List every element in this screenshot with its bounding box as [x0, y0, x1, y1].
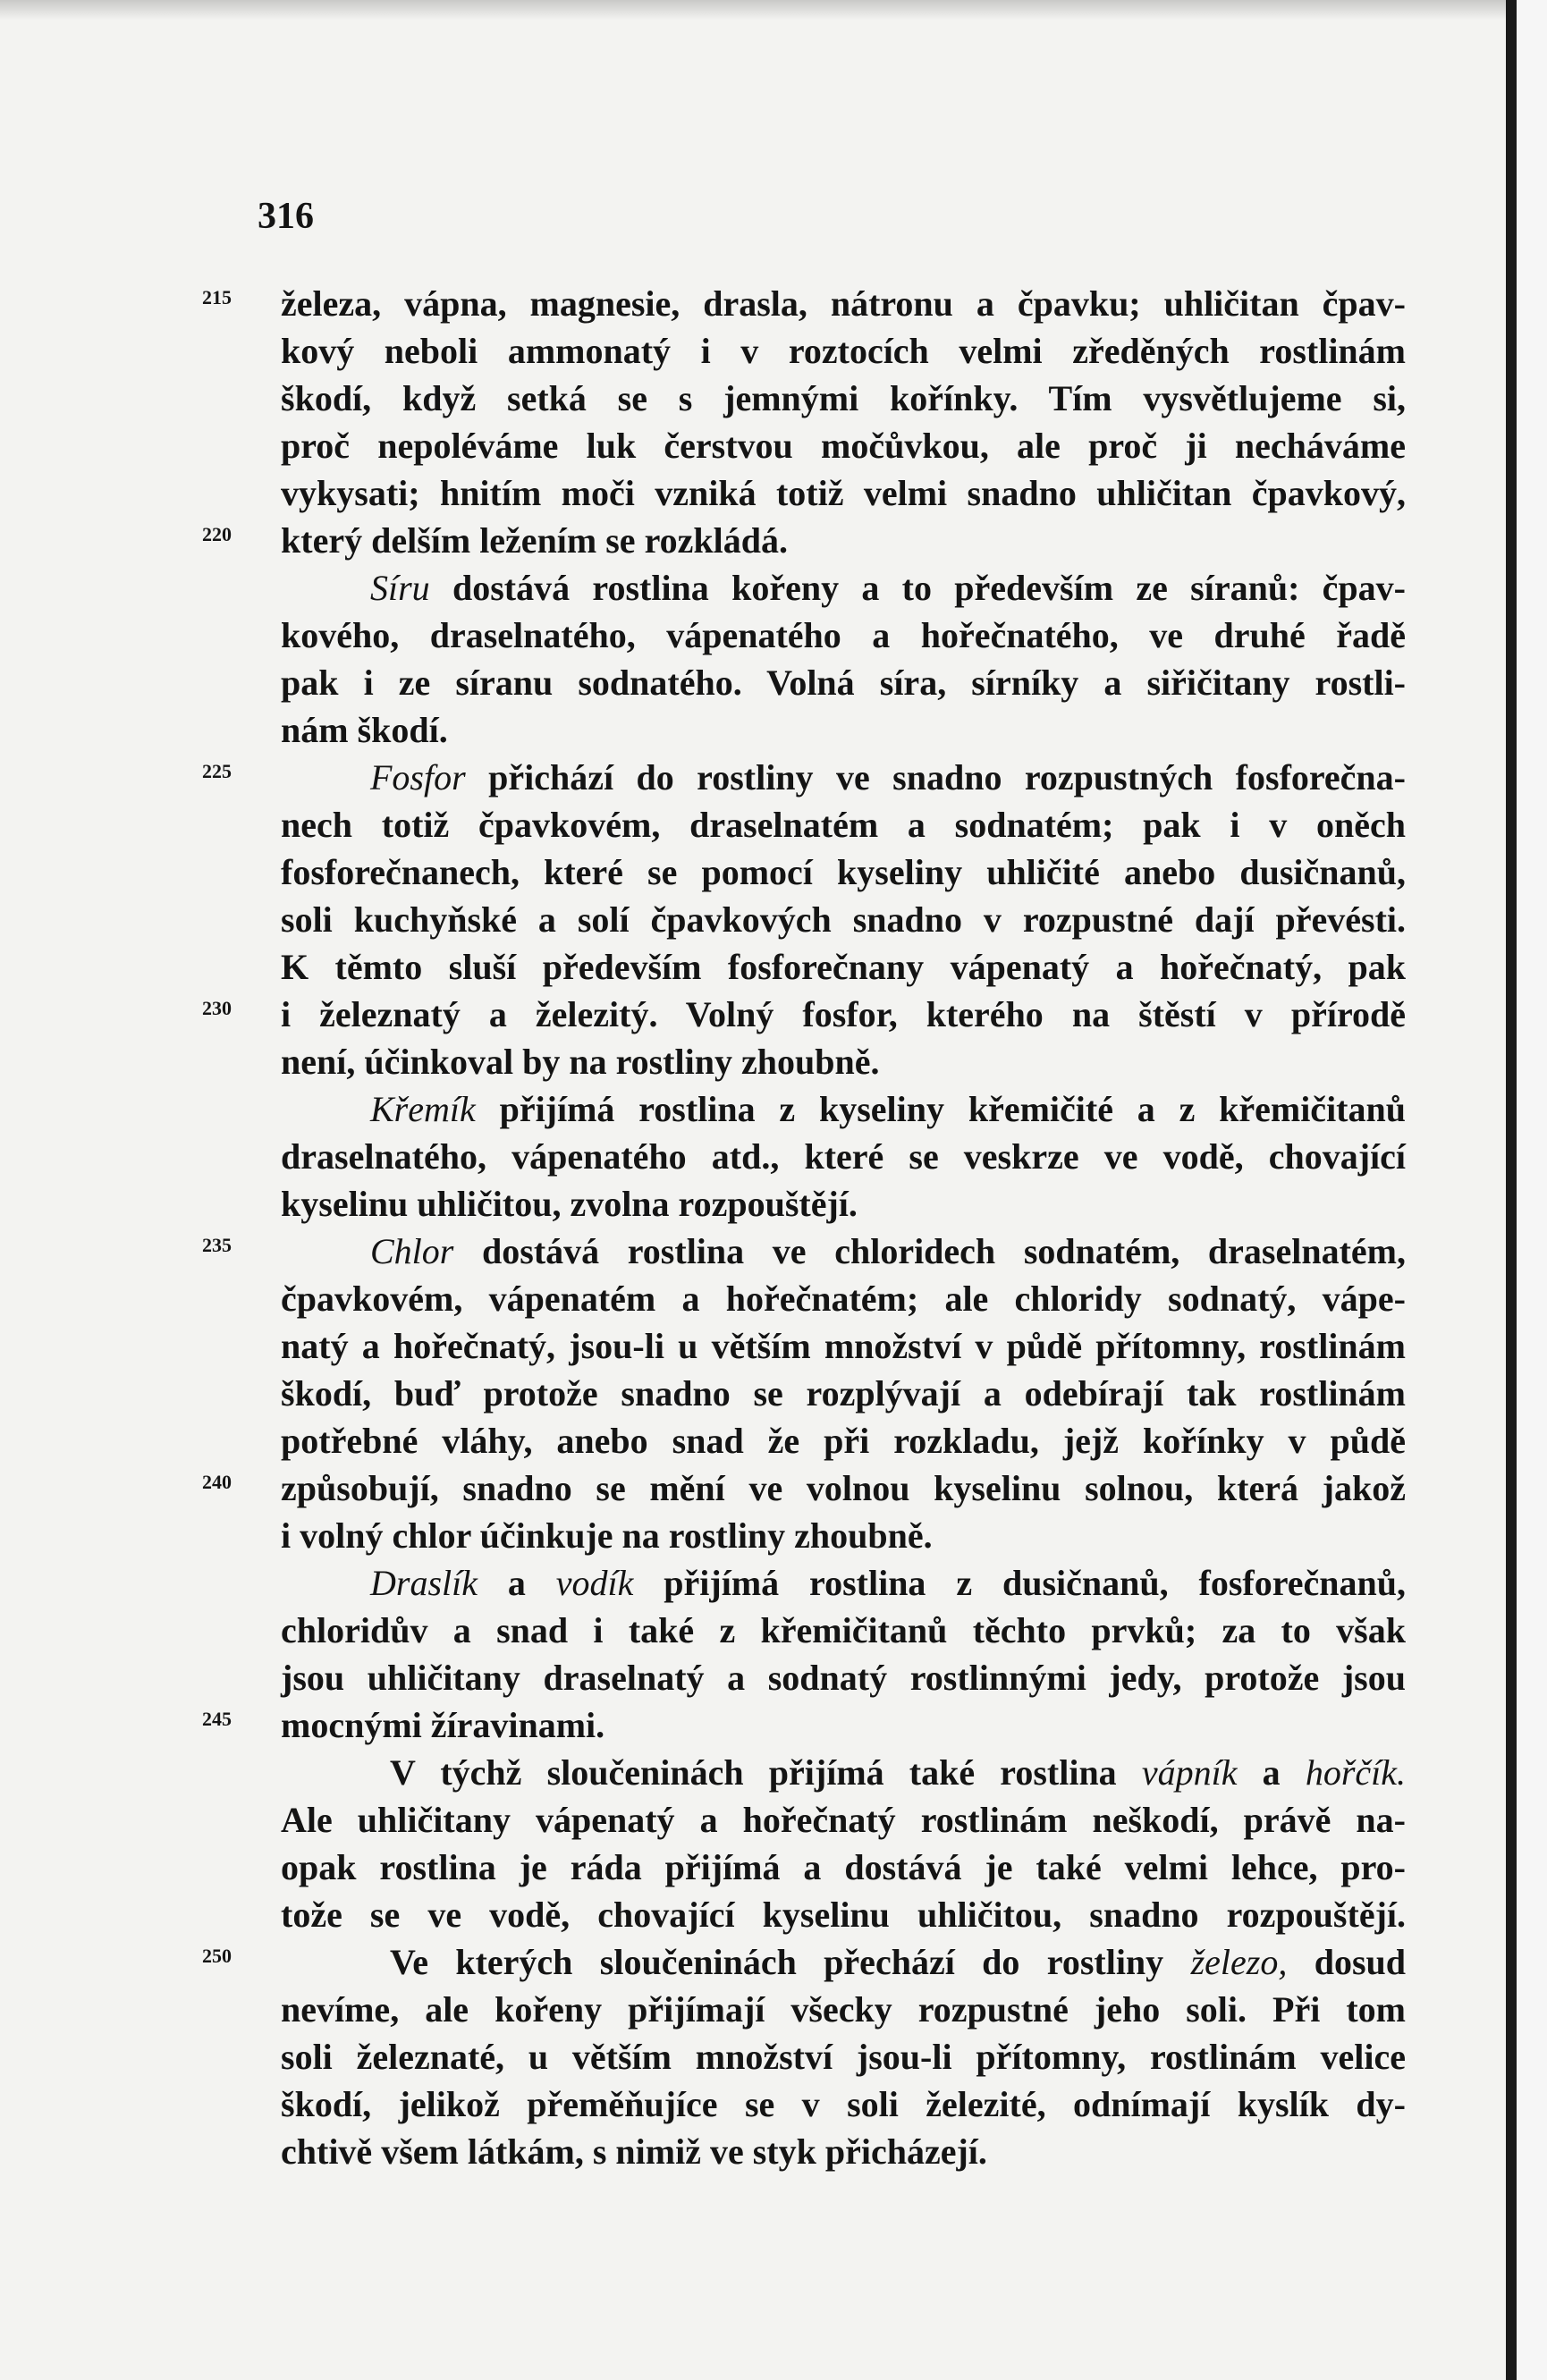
text-run: chtivě všem látkám, s nimiž ve styk přicházejí. — [281, 2131, 987, 2172]
text-line — [202, 280, 1406, 327]
italic-term: Chlor — [370, 1231, 454, 1271]
text-run: potřebné vláhy, anebo snad že při rozkladu, jejž kořínky v půdě — [281, 1421, 1406, 1461]
line-number: 245 — [202, 1708, 232, 1730]
text-line — [281, 375, 1406, 422]
text-run: vykysati; hnitím moči vzniká totiž velmi snadno uhličitan čpavkový, — [281, 473, 1406, 513]
text-run: a — [478, 1563, 556, 1603]
text-line — [281, 1796, 1406, 1844]
text-run: způsobují, snadno se mění ve volnou kyselinu solnou, která jakož — [281, 1468, 1406, 1508]
line-number: 230 — [202, 997, 232, 1019]
text-run: přichází do rostliny ve snadno rozpustných fosforečna- — [465, 757, 1406, 798]
italic-term: Křemík — [370, 1089, 476, 1129]
text-line — [202, 991, 1406, 1038]
text-line — [202, 1464, 1406, 1512]
text-run: proč nepoléváme luk čerstvou močůvkou, ale proč ji necháváme — [281, 426, 1406, 466]
text-line — [281, 1891, 1406, 1938]
text-line — [281, 943, 1406, 991]
text-run: kový neboli ammonatý i v roztocích velmi zředěných rostlinám — [281, 331, 1406, 371]
text-run: a — [1237, 1752, 1306, 1793]
text-run: škodí, jelikož přeměňujíce se v soli železité, odnímají kyslík dy- — [281, 2084, 1406, 2124]
italic-term: vodík — [555, 1563, 634, 1603]
italic-term: železo, — [1190, 1942, 1288, 1982]
text-line — [281, 1085, 1406, 1133]
text-run: chloridův a snad i také z křemičitanů těchto prvků; za to však — [281, 1610, 1406, 1650]
text-run: kového, draselnatého, vápenatého a hořečnatého, ve druhé řadě — [281, 615, 1406, 655]
line-number: 215 — [202, 286, 232, 308]
text-run: čpavkovém, vápenatém a hořečnatém; ale chloridy sodnatý, vápe- — [281, 1279, 1406, 1319]
text-run: škodí, když setká se s jemnými kořínky. Tím vysvětlujeme si, — [281, 378, 1406, 418]
scan-top-shadow — [0, 0, 1547, 20]
text-run: natý a hořečnatý, jsou-li u větším množství v půdě přítomny, rostlinám — [281, 1326, 1406, 1366]
text-line — [281, 1654, 1406, 1701]
text-line — [281, 327, 1406, 375]
text-line — [281, 1986, 1406, 2033]
text-run: přijímá rostlina z dusičnanů, fosforečnanů, — [633, 1563, 1406, 1603]
text-line — [281, 1038, 1406, 1085]
text-run: Ale uhličitany vápenatý a hořečnatý rostlinám neškodí, právě na- — [281, 1800, 1406, 1840]
text-line — [281, 1180, 1406, 1228]
text-line — [202, 517, 1406, 564]
text-run: i železnatý a železitý. Volný fosfor, kterého na štěstí v přírodě — [281, 994, 1406, 1034]
text-line — [281, 422, 1406, 469]
body-text — [202, 280, 1407, 2175]
text-line — [281, 2080, 1406, 2128]
text-line — [281, 1275, 1406, 1322]
text-run: železa, vápna, magnesie, drasla, nátronu a čpavku; uhličitan čpav- — [281, 283, 1406, 324]
text-run: není, účinkoval by na rostliny zhoubně. — [281, 1042, 880, 1082]
text-run: dostává rostlina kořeny a to především ze síranů: čpav- — [429, 568, 1406, 608]
italic-term: vápník — [1141, 1752, 1238, 1793]
text-line — [281, 896, 1406, 943]
text-run: draselnatého, vápenatého atd., které se veskrze ve vodě, chovající — [281, 1136, 1406, 1177]
text-line — [281, 848, 1406, 896]
text-run: dostává rostlina ve chloridech sodnatém, draselnatém, — [453, 1231, 1406, 1271]
text-run: tože se ve vodě, chovající kyselinu uhličitou, snadno rozpouštějí. — [281, 1895, 1406, 1935]
line-number: 235 — [202, 1234, 232, 1256]
text-line — [281, 1844, 1406, 1891]
text-line — [281, 564, 1406, 612]
line-number: 250 — [202, 1945, 232, 1967]
text-line — [281, 469, 1406, 517]
scan-margin — [1517, 0, 1547, 2380]
text-run: nech totiž čpavkovém, draselnatém a sodnatém; pak i v oněch — [281, 805, 1406, 845]
text-run: škodí, buď protože snadno se rozplývají a odebírají tak rostlinám — [281, 1373, 1406, 1414]
text-run: jsou uhličitany draselnatý a sodnatý rostlinnými jedy, protože jsou — [281, 1658, 1406, 1698]
text-run: fosforečnanech, které se pomocí kyseliny uhličité anebo dusičnanů, — [281, 852, 1406, 892]
text-run: mocnými žíravinami. — [281, 1705, 605, 1745]
text-line — [281, 1512, 1406, 1559]
text-run: soli kuchyňské a solí čpavkových snadno v rozpustné dají převésti. — [281, 899, 1406, 940]
text-line — [281, 1133, 1406, 1180]
text-line — [281, 1370, 1406, 1417]
italic-term: Síru — [370, 568, 430, 608]
italic-term: hořčík. — [1305, 1752, 1407, 1793]
text-line — [281, 612, 1406, 659]
text-run: opak rostlina je ráda přijímá a dostává je také velmi lehce, pro- — [281, 1847, 1406, 1887]
text-line — [281, 801, 1406, 848]
text-line — [281, 1417, 1406, 1464]
text-run: i volný chlor účinkuje na rostliny zhoubně. — [281, 1515, 933, 1556]
text-line — [202, 754, 1406, 801]
italic-term: Draslík — [370, 1563, 478, 1603]
text-run: kyselinu uhličitou, zvolna rozpouštějí. — [281, 1184, 858, 1224]
text-line — [281, 1559, 1406, 1607]
text-run: pak i ze síranu sodnatého. Volná síra, sírníky a siřičitany rostli- — [281, 663, 1406, 703]
line-number: 225 — [202, 760, 232, 782]
text-run: který delším ležením se rozkládá. — [281, 520, 788, 561]
text-line — [281, 2033, 1406, 2080]
text-run: Ve kterých sloučeninách přechází do rostliny — [390, 1942, 1191, 1982]
text-run: dosud — [1287, 1942, 1407, 1982]
line-number: 240 — [202, 1471, 232, 1493]
text-run: soli železnaté, u větším množství jsou-li přítomny, rostlinám velice — [281, 2037, 1406, 2077]
text-line — [281, 659, 1406, 706]
text-line — [281, 1607, 1406, 1654]
text-line — [281, 2128, 1406, 2175]
text-run: V týchž sloučeninách přijímá také rostlina — [390, 1752, 1142, 1793]
page-number: 316 — [258, 196, 314, 237]
text-run: přijímá rostlina z kyseliny křemičité a z křemičitanů — [475, 1089, 1406, 1129]
text-run: K těmto sluší především fosforečnany vápenatý a hořečnatý, pak — [281, 947, 1406, 987]
text-line — [281, 706, 1406, 754]
text-run: nevíme, ale kořeny přijímají všecky rozpustné jeho soli. Při tom — [281, 1989, 1406, 2030]
italic-term: Fosfor — [370, 757, 466, 798]
text-line — [281, 1749, 1406, 1796]
text-run: nám škodí. — [281, 710, 448, 750]
line-number: 220 — [202, 523, 232, 545]
text-line — [202, 1938, 1407, 1986]
text-line — [281, 1322, 1406, 1370]
scan-page-edge — [1506, 0, 1517, 2380]
text-line — [202, 1228, 1406, 1275]
text-line — [202, 1701, 1406, 1749]
